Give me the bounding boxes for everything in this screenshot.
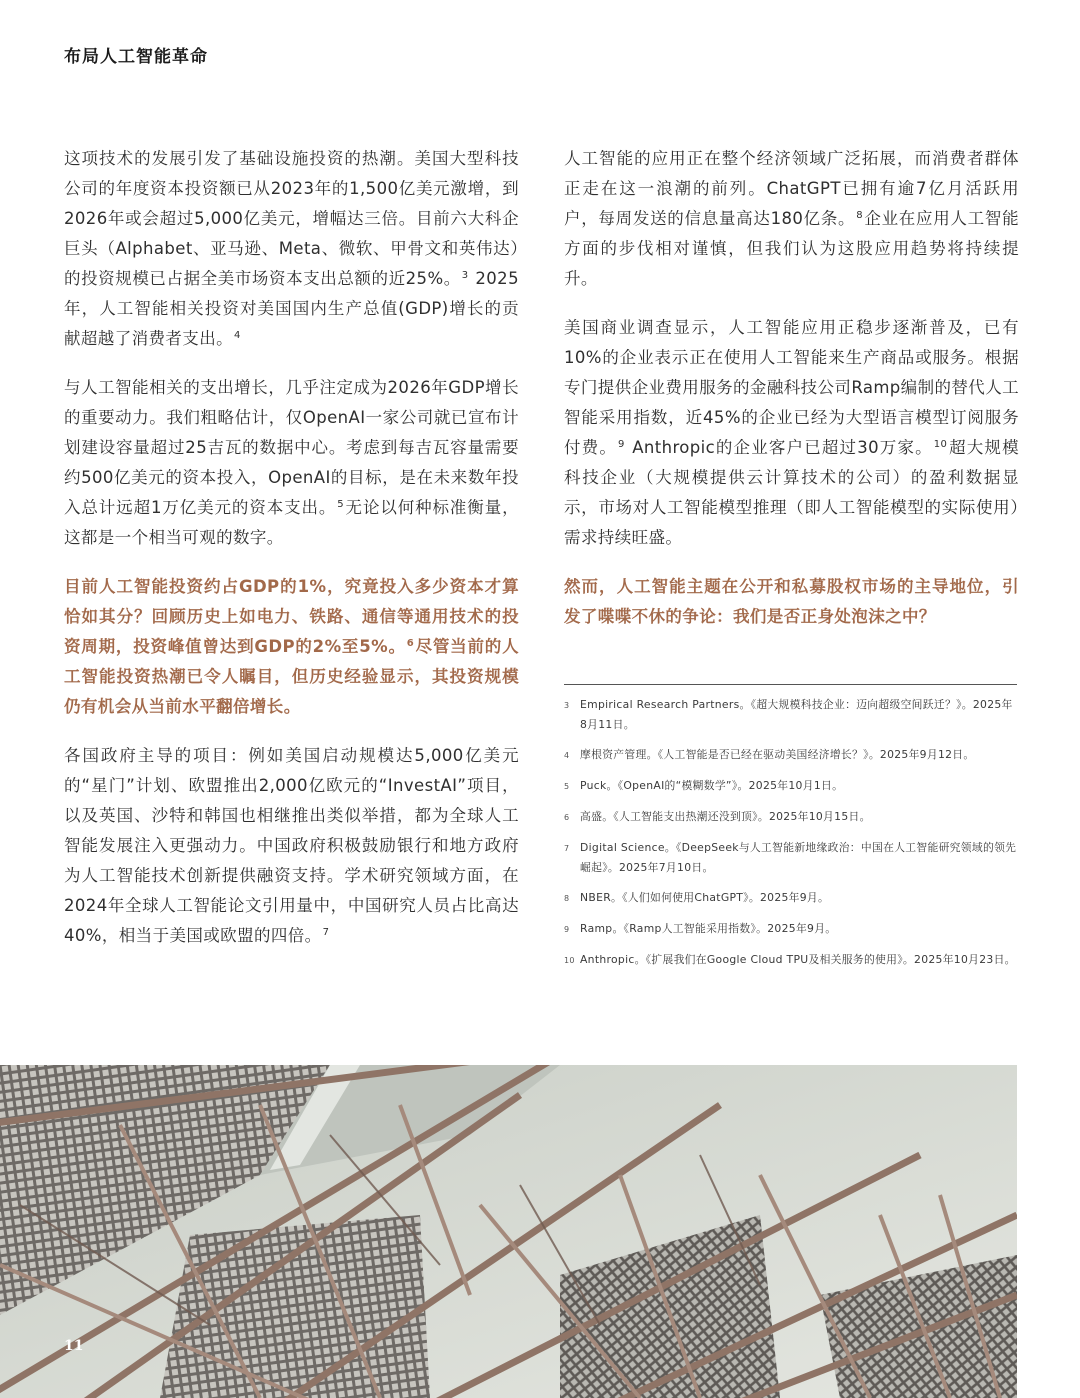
footnote-item: 4 摩根资产管理。《人工智能是否已经在驱动美国经济增长？》。2025年9月12日。 bbox=[564, 748, 975, 761]
footnote-ref[interactable]: 7 bbox=[322, 927, 330, 938]
footnote-ref[interactable]: 5 bbox=[337, 499, 345, 510]
body-paragraph: 各国政府主导的项目：例如美国启动规模达5,000亿美元的“星门”计划、欧盟推出2,000亿欧元的“InvestAI”项目，以及英国、沙特和韩国也相继推出类似举措，都为全球人工智能发展注入更强动力。中国政府积极鼓励银行和地方政府为人工智能技术创新提供融资支持。学术研究领域方面，在2024年全球人工智能论文引用量中，中国研究人员占比高达40%，相当于美国或欧盟的四倍。$^7$ bbox=[64, 746, 519, 945]
page-header-title: 布局人工智能革命 bbox=[64, 47, 208, 67]
left-column bbox=[64, 144, 519, 970]
steel-structure-illustration bbox=[0, 1065, 1017, 1398]
footnote-ref[interactable]: 3 bbox=[461, 270, 469, 281]
body-paragraph: 美国商业调查显示，人工智能应用正稳步逐渐普及，已有10%的企业表示正在使用人工智能来生产商品或服务。根据专门提供企业费用服务的金融科技公司Ramp编制的替代人工智能采用指数，近45%的企业已经为大型语言模型订阅服务付费。$^9$ Anthropic的企业客户已超过30万家。$^{10}$超大规模科技企业（大规模提供云计算技术的公司）的盈利数据显示，市场对人工智能模型推理（即人工智能模型的实际使用）需求持续旺盛。 bbox=[564, 318, 1019, 547]
steel-structure-photo bbox=[0, 1065, 1017, 1398]
right-column bbox=[564, 144, 1019, 651]
footnote-ref[interactable]: 9 bbox=[618, 439, 625, 450]
footnote-item: 9 Ramp。《Ramp人工智能采用指数》。2025年9月。 bbox=[564, 922, 837, 935]
footnote-item: 8 NBER。《人们如何使用ChatGPT》。2025年9月。 bbox=[564, 891, 830, 904]
body-paragraph: 这项技术的发展引发了基础设施投资的热潮。美国大型科技公司的年度资本投资额已从2023年的1,500亿美元激增，到2026年或会超过5,000亿美元，增幅达三倍。目前六大科企巨头（Alphabet、亚马逊、Meta、微软、甲骨文和英伟达）的投资规模已占据全美市场资本支出总额的近25%。$^3$ 2025年，人工智能相关投资对美国国内生产总值(GDP)增长的贡献超越了消费者支出。$^4$ bbox=[64, 149, 519, 348]
footnote-item: 10 Anthropic。《扩展我们在Google Cloud TPU及相关服务的使用》。2025年10月23日。 bbox=[564, 953, 1016, 966]
pull-quote: 然而，人工智能主题在公开和私募股权市场的主导地位，引发了喋喋不休的争论：我们是否正身处泡沫之中？ bbox=[564, 577, 1019, 626]
body-paragraph: 人工智能的应用正在整个经济领域广泛拓展，而消费者群体正走在这一浪潮的前列。ChatGPT已拥有逾7亿月活跃用户，每周发送的信息量高达180亿条。$^8$企业在应用人工智能方面的步伐相对谨慎，但我们认为这股应用趋势将持续提升。 bbox=[564, 149, 1019, 288]
footnote-ref[interactable]: 10 bbox=[933, 439, 948, 450]
footnote-item: 6 高盛。《人工智能支出热潮还没到顶》。2025年10月15日。 bbox=[564, 810, 871, 823]
footnote-item: 5 Puck。《OpenAI的“模糊数学”》。2025年10月1日。 bbox=[564, 779, 844, 792]
footnote-ref[interactable]: 6 bbox=[406, 638, 415, 649]
page-number: 11 bbox=[64, 1338, 84, 1354]
footnote-ref[interactable]: 8 bbox=[856, 210, 864, 221]
pull-quote: 目前人工智能投资约占GDP的1%，究竟投入多少资本才算恰如其分？回顾历史上如电力、铁路、通信等通用技术的投资周期，投资峰值曾达到GDP的2%至5%。$^6$尽管当前的人工智能投资热潮已令人瞩目，但历史经验显示，其投资规模仍有机会从当前水平翻倍增长。 bbox=[64, 577, 519, 716]
body-paragraph: 与人工智能相关的支出增长，几乎注定成为2026年GDP增长的重要动力。我们粗略估计，仅OpenAI一家公司就已宣布计划建设容量超过25吉瓦的数据中心。考虑到每吉瓦容量需要约500亿美元的资本投入，OpenAI的目标，是在未来数年投入总计远超1万亿美元的资本支出。$^5$无论以何种标准衡量，这都是一个相当可观的数字。 bbox=[64, 378, 519, 547]
footnotes-list bbox=[564, 695, 1019, 981]
footnote-item: 3 Empirical Research Partners。《超大规模科技企业：迈向超级空间跃迁？》。2025年8月11日。 bbox=[564, 698, 1013, 731]
footnote-item: 7 Digital Science。《DeepSeek与人工智能新地缘政治：中国在人工智能研究领域的领先崛起》。2025年7月10日。 bbox=[564, 841, 1017, 874]
footnote-ref[interactable]: 4 bbox=[234, 330, 241, 341]
footnote-divider bbox=[564, 684, 1017, 685]
